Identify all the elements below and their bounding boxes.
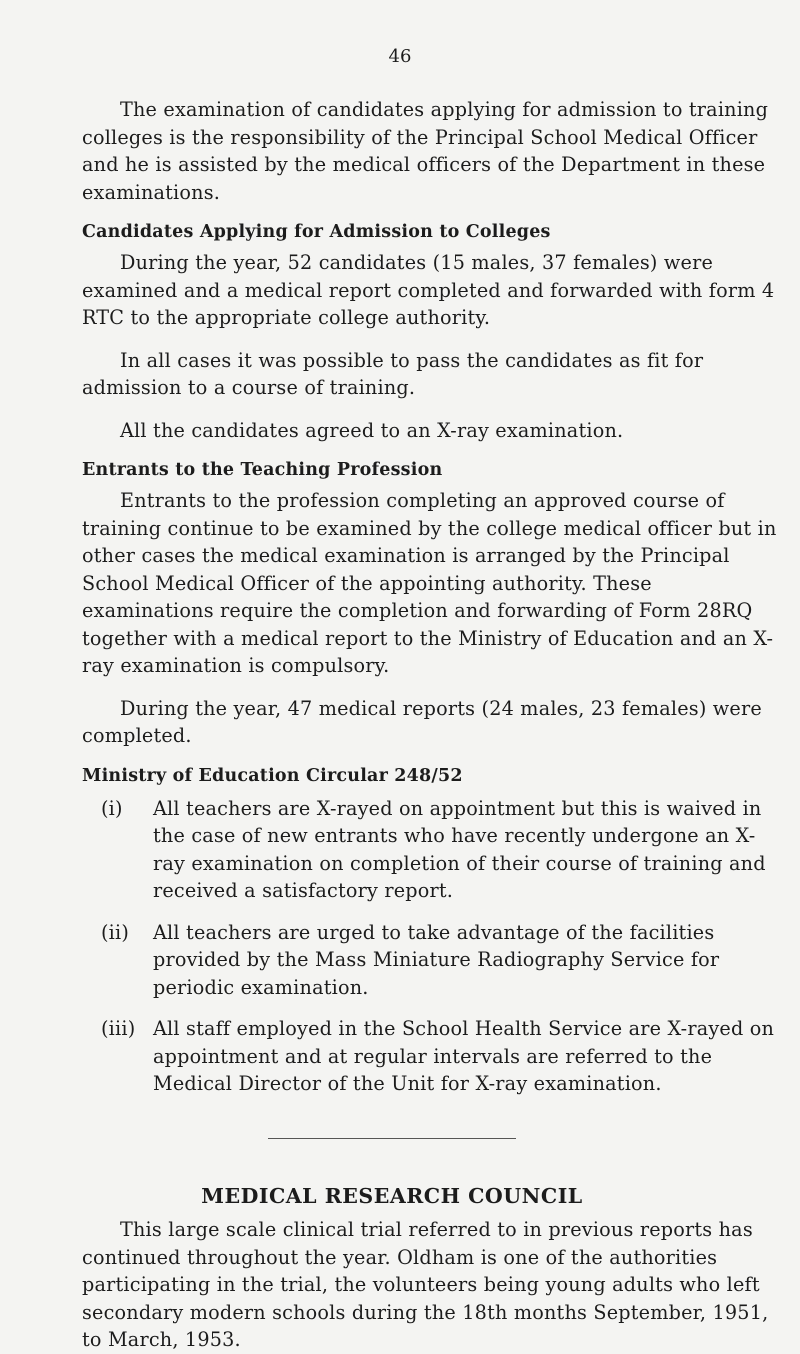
list-item-text: All teachers are X-rayed on appointment but this is waived in the case of new entrants who have recently undergone an X-ray examination on completion of their course of training and received a satisfactory report. bbox=[153, 796, 766, 902]
section-divider bbox=[268, 1138, 516, 1139]
heading-entrants: Entrants to the Teaching Profession bbox=[82, 460, 443, 480]
colleges-paragraph-3: All the candidates agreed to an X-ray examination. bbox=[120, 418, 624, 442]
list-item bbox=[82, 919, 782, 1002]
mrc-paragraph: This large scale clinical trial referred to in previous reports has continued throughout the year. Oldham is one of the authorities participating in the trial, the volunteers being young adults who left secondary modern schools during the 18th months September, 1951, to March, 1953. bbox=[82, 1218, 769, 1351]
heading-colleges: Candidates Applying for Admission to Colleges bbox=[82, 222, 551, 242]
colleges-paragraph-1: During the year, 52 candidates (15 males, 37 females) were examined and a medical report completed and forwarded with form 4 RTC to the appropriate college authority. bbox=[82, 251, 775, 329]
list-item-text: All staff employed in the School Health Service are X-rayed on appointment and at regular intervals are referred to the Medical Director of the Unit for X-ray examination. bbox=[153, 1017, 775, 1095]
list-item-number: (i) bbox=[101, 796, 123, 820]
colleges-paragraph-2: In all cases it was possible to pass the candidates as fit for admission to a course of training. bbox=[82, 348, 704, 399]
entrants-paragraph-1: Entrants to the profession completing an approved course of training continue to be examined by the college medical officer but in other cases the medical examination is arranged by the Principal School Medical Officer of the appointing authority. These examinations require the completion and forwarding of Form 28RQ together with a medical report to the Ministry of Education and an X-ray examination is compulsory. bbox=[82, 489, 777, 677]
list-item bbox=[82, 1015, 782, 1098]
list-item-text: All teachers are urged to take advantage of the facilities provided by the Mass Miniature Radiography Service for periodic examination. bbox=[153, 920, 720, 999]
circular-list bbox=[82, 795, 782, 1098]
entrants-paragraph-2: During the year, 47 medical reports (24 males, 23 females) were completed. bbox=[82, 696, 762, 747]
list-item-number: (ii) bbox=[101, 920, 130, 944]
list-item bbox=[82, 795, 782, 905]
intro-paragraph: The examination of candidates applying for admission to training colleges is the responsibility of the Principal School Medical Officer and he is assisted by the medical officers of the Department in these examinations. bbox=[82, 98, 769, 204]
page-number: 46 bbox=[388, 46, 412, 67]
page-content bbox=[82, 96, 782, 1354]
list-item-number: (iii) bbox=[101, 1017, 136, 1040]
section-title-mrc: MEDICAL RESEARCH COUNCIL bbox=[201, 1183, 583, 1208]
heading-circular: Ministry of Education Circular 248/52 bbox=[82, 765, 463, 786]
